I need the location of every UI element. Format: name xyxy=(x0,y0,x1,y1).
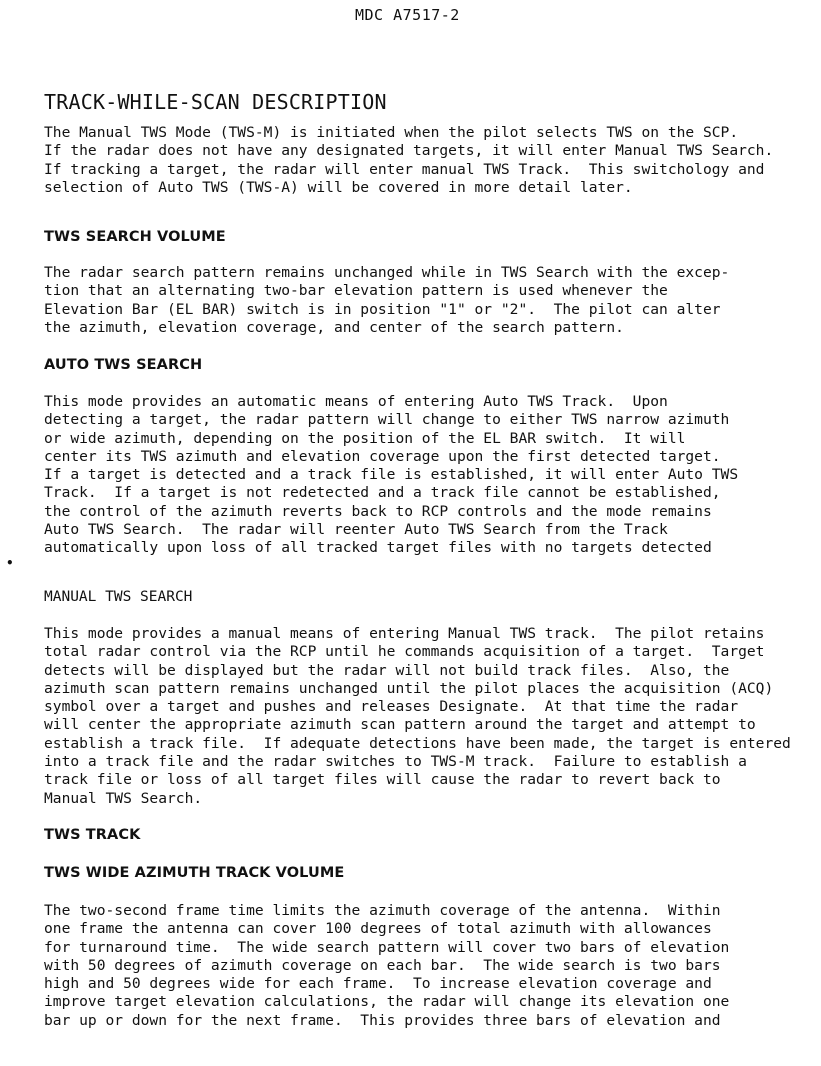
section-heading-tws-wide-azimuth: TWS WIDE AZIMUTH TRACK VOLUME xyxy=(44,865,345,881)
paragraph-line: If a target is detected and a track file is established, it will enter Auto TWS xyxy=(44,466,739,484)
tws-wide-azimuth-paragraph xyxy=(44,902,814,1030)
paragraph-line: for turnaround time. The wide search pattern will cover two bars of elevation xyxy=(44,938,730,956)
paragraph-line: The radar search pattern remains unchanged while in TWS Search with the excep- xyxy=(44,264,730,281)
intro-line: The Manual TWS Mode (TWS-M) is initiated when the pilot selects TWS on the SCP. xyxy=(44,124,739,141)
intro-line: selection of Auto TWS (TWS-A) will be covered in more detail later. xyxy=(44,178,633,196)
section-heading-tws-search-volume: TWS SEARCH VOLUME xyxy=(44,229,226,245)
paragraph-line: track file or loss of all target files will cause the radar to revert back to xyxy=(44,771,721,789)
paragraph-line: establish a track file. If adequate detections have been made, the target is entered xyxy=(44,734,791,752)
paragraph-line: improve target elevation calculations, the radar will change its elevation one xyxy=(44,993,730,1011)
intro-line: If tracking a target, the radar will enter manual TWS Track. This switchology and xyxy=(44,160,765,178)
paragraph-line: into a track file and the radar switches to TWS-M track. Failure to establish a xyxy=(44,753,747,771)
auto-tws-search-paragraph xyxy=(44,393,814,558)
margin-mark: • xyxy=(6,556,14,570)
page-title: TRACK-WHILE-SCAN DESCRIPTION xyxy=(44,90,387,114)
paragraph-line: the azimuth, elevation coverage, and center of the search pattern. xyxy=(44,318,624,336)
paragraph-line: Auto TWS Search. The radar will reenter Auto TWS Search from the Track xyxy=(44,521,668,539)
paragraph-line: or wide azimuth, depending on the position of the EL BAR switch. It will xyxy=(44,429,686,447)
paragraph-line: The two-second frame time limits the azimuth coverage of the antenna. Within xyxy=(44,902,721,919)
document-number: MDC A7517-2 xyxy=(355,6,460,24)
paragraph-line: This mode provides a manual means of entering Manual TWS track. The pilot retains xyxy=(44,625,765,642)
section-heading-manual-tws-search: MANUAL TWS SEARCH xyxy=(44,589,193,605)
paragraph-line: This mode provides an automatic means of entering Auto TWS Track. Upon xyxy=(44,393,668,410)
intro-paragraph xyxy=(44,124,814,197)
paragraph-line: high and 50 degrees wide for each frame. To increase elevation coverage and xyxy=(44,975,712,993)
paragraph-line: one frame the antenna can cover 100 degrees of total azimuth with allowances xyxy=(44,920,712,938)
paragraph-line: total radar control via the RCP until he commands acquisition of a target. Target xyxy=(44,643,765,661)
paragraph-line: Manual TWS Search. xyxy=(44,789,203,807)
paragraph-line: symbol over a target and pushes and releases Designate. At that time the radar xyxy=(44,698,739,716)
paragraph-line: the control of the azimuth reverts back to RCP controls and the mode remains xyxy=(44,502,712,520)
paragraph-line: Track. If a target is not redetected and a track file cannot be established, xyxy=(44,484,721,502)
manual-tws-search-paragraph xyxy=(44,625,814,808)
section-heading-auto-tws-search: AUTO TWS SEARCH xyxy=(44,357,203,373)
paragraph-line: tion that an alternating two-bar elevation pattern is used whenever the xyxy=(44,282,668,300)
paragraph-line: will center the appropriate azimuth scan pattern around the target and attempt to xyxy=(44,716,756,734)
paragraph-line: detecting a target, the radar pattern will change to either TWS narrow azimuth xyxy=(44,411,730,429)
intro-line: If the radar does not have any designated targets, it will enter Manual TWS Search. xyxy=(44,142,774,160)
paragraph-line: with 50 degrees of azimuth coverage on each bar. The wide search is two bars xyxy=(44,956,721,974)
paragraph-line: detects will be displayed but the radar will not build track files. Also, the xyxy=(44,661,730,679)
section-heading-tws-track: TWS TRACK xyxy=(44,827,141,843)
paragraph-line: center its TWS azimuth and elevation coverage upon the first detected target. xyxy=(44,447,721,465)
paragraph-line: azimuth scan pattern remains unchanged until the pilot places the acquisition (ACQ) xyxy=(44,679,774,697)
paragraph-line: Elevation Bar (EL BAR) switch is in position "1" or "2". The pilot can alter xyxy=(44,300,721,318)
tws-search-volume-paragraph xyxy=(44,264,814,337)
paragraph-line: automatically upon loss of all tracked target files with no targets detected xyxy=(44,539,712,557)
paragraph-line: bar up or down for the next frame. This provides three bars of elevation and xyxy=(44,1011,721,1029)
